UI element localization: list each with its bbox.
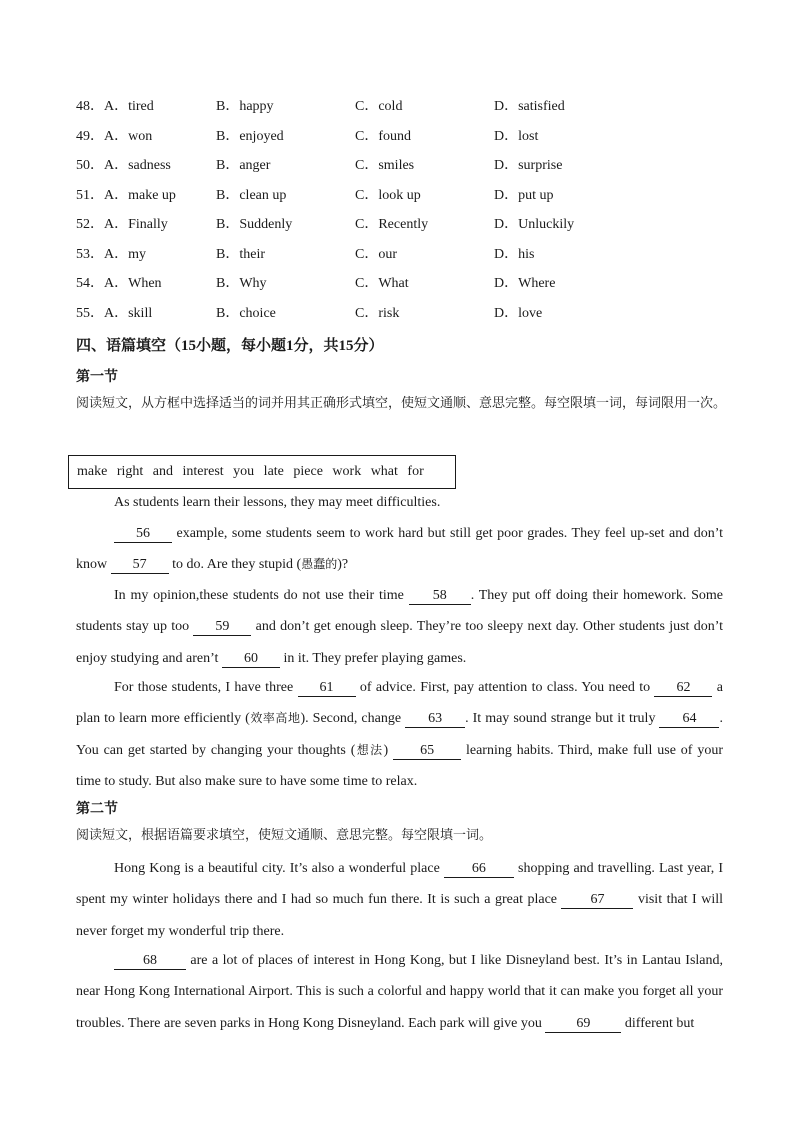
option-a bbox=[76, 155, 171, 177]
option-b: B．enjoyed bbox=[216, 128, 284, 144]
option-c: C．What bbox=[355, 276, 409, 291]
blank-57[interactable]: 57 bbox=[111, 556, 169, 574]
option-c: C．smiles bbox=[355, 158, 415, 173]
section-heading: 四、语篇填空（15小题，每小题1分，共15分） bbox=[76, 338, 384, 354]
paragraph-text: are a lot of places of interest in Hong Kong, but I like Disneyland best. It’s in Lantau Island, near Hong Kong International Airport. This is such a colorful and happy world that it can make you forget all your troubles. There are seven parks in Hong Kong Disneyland. Each park will give you bbox=[76, 953, 723, 1031]
question-row bbox=[76, 96, 726, 126]
part2-heading: 第二节 bbox=[76, 802, 118, 817]
option-d: D．put up bbox=[494, 187, 554, 203]
chinese-gloss: 效率高地 bbox=[249, 711, 301, 726]
option-a-text: A．Finally bbox=[104, 217, 168, 232]
question-row bbox=[76, 303, 726, 333]
option-a-text: A．make up bbox=[104, 187, 176, 203]
option-d: D．surprise bbox=[494, 158, 563, 173]
question-row bbox=[76, 214, 726, 244]
paragraph-text: . They put off doing their homework. Some students stay up too bbox=[76, 588, 723, 635]
option-b: B．choice bbox=[216, 305, 276, 321]
paragraph-text: ) bbox=[383, 742, 394, 758]
paragraph-text: a plan to learn more efficiently ( bbox=[76, 680, 724, 727]
option-b: B．their bbox=[216, 246, 265, 262]
option-d: D．love bbox=[494, 305, 543, 321]
paragraph-text: of advice. First, pay attention to class. You need to bbox=[355, 680, 655, 695]
option-a bbox=[76, 185, 176, 207]
option-c: C．found bbox=[355, 128, 411, 144]
option-a-text: A．skill bbox=[104, 305, 153, 321]
option-b: B．anger bbox=[216, 158, 271, 173]
blank-65[interactable]: 65 bbox=[393, 742, 461, 760]
question-row bbox=[76, 244, 726, 274]
chinese-gloss: 想法 bbox=[355, 742, 384, 757]
word-box: make right and interest you late piece work what for bbox=[68, 455, 456, 489]
question-number: 51． bbox=[76, 187, 104, 203]
paragraph-text: different but bbox=[621, 1015, 695, 1031]
passage1-paragraph-4 bbox=[76, 672, 723, 797]
paragraph-text: to do. Are they stupid ( bbox=[168, 557, 302, 573]
question-number: 53． bbox=[76, 246, 104, 262]
paragraph-text: )? bbox=[337, 557, 349, 573]
blank-58[interactable]: 58 bbox=[409, 587, 471, 605]
blank-64[interactable]: 64 bbox=[659, 710, 719, 728]
blank-66[interactable]: 66 bbox=[444, 860, 514, 878]
question-row bbox=[76, 273, 726, 303]
option-c: C．Recently bbox=[355, 217, 429, 232]
part2-instruction: 阅读短文，根据语篇要求填空，使短文通顺、意思完整。每空限填一词。 bbox=[76, 828, 493, 843]
option-a-text: A．When bbox=[104, 276, 162, 291]
paragraph-text: . You can get started by changing your thoughts ( bbox=[76, 711, 723, 758]
part1-heading: 第一节 bbox=[76, 370, 118, 385]
paragraph-text: Hong Kong is a beautiful city. It’s also a wonderful place bbox=[114, 861, 444, 876]
option-b: B．Suddenly bbox=[216, 217, 293, 232]
option-d: D．satisfied bbox=[494, 99, 565, 114]
blank-62[interactable]: 62 bbox=[654, 679, 712, 697]
option-d: D．Unluckily bbox=[494, 217, 575, 232]
question-number: 55． bbox=[76, 305, 104, 321]
question-row bbox=[76, 185, 726, 215]
option-a bbox=[76, 214, 168, 236]
question-number: 49． bbox=[76, 128, 104, 144]
blank-68[interactable]: 68 bbox=[114, 952, 186, 970]
blank-60[interactable]: 60 bbox=[222, 650, 280, 668]
passage1-paragraph-2 bbox=[76, 518, 723, 581]
passage1-paragraph-3 bbox=[76, 580, 723, 674]
question-row bbox=[76, 126, 726, 156]
option-c: C．cold bbox=[355, 99, 403, 114]
paragraph-text: example, some students seem to work hard but still get poor grades. They feel up-set and don’t know bbox=[76, 526, 723, 573]
question-number: 50． bbox=[76, 158, 104, 173]
option-c: C．our bbox=[355, 246, 397, 262]
option-a-text: A．sadness bbox=[104, 158, 171, 173]
multiple-choice-options bbox=[76, 96, 726, 332]
paragraph-text: ). Second, change bbox=[300, 711, 406, 727]
option-b: B．happy bbox=[216, 99, 274, 114]
option-b: B．clean up bbox=[216, 187, 287, 203]
paragraph-text: in it. They prefer playing games. bbox=[279, 650, 467, 666]
paragraph-text: learning habits. Third, make full use of your time to study. But also make sure to have some time to relax. bbox=[76, 742, 723, 789]
blank-61[interactable]: 61 bbox=[298, 679, 356, 697]
passage2-paragraph-2 bbox=[76, 945, 723, 1039]
option-a bbox=[76, 273, 162, 295]
blank-67[interactable]: 67 bbox=[561, 891, 633, 909]
blank-56[interactable]: 56 bbox=[114, 525, 172, 543]
paragraph-text: shopping and travelling. Last year, I spent my winter holidays there and I had so much fun there. It is such a great place bbox=[76, 861, 724, 908]
option-b: B．Why bbox=[216, 276, 267, 291]
paragraph-text: For those students, I have three bbox=[114, 680, 298, 695]
option-c: C．risk bbox=[355, 305, 400, 321]
option-d: D．his bbox=[494, 246, 535, 262]
chinese-gloss: 愚蠢的 bbox=[301, 557, 338, 572]
question-row bbox=[76, 155, 726, 185]
option-a bbox=[76, 244, 146, 266]
blank-59[interactable]: 59 bbox=[193, 618, 251, 636]
paragraph-text: and don’t get enough sleep. They’re too sleepy next day. Other students just don’t enjoy studying and aren’t bbox=[76, 619, 723, 666]
option-a bbox=[76, 126, 152, 148]
option-a-text: A．tired bbox=[104, 99, 154, 114]
option-a-text: A．my bbox=[104, 246, 146, 262]
question-number: 54． bbox=[76, 276, 104, 291]
paragraph-text: . It may sound strange but it truly bbox=[465, 711, 660, 727]
option-c: C．look up bbox=[355, 187, 421, 203]
passage2-paragraph-1 bbox=[76, 853, 723, 947]
question-number: 48． bbox=[76, 99, 104, 114]
blank-69[interactable]: 69 bbox=[545, 1015, 621, 1033]
option-a bbox=[76, 303, 152, 325]
option-d: D．lost bbox=[494, 128, 539, 144]
option-a-text: A．won bbox=[104, 128, 153, 144]
passage1-paragraph-1: As students learn their lessons, they may meet difficulties. bbox=[114, 495, 441, 510]
paragraph-text: In my opinion,these students do not use their time bbox=[114, 588, 409, 603]
blank-63[interactable]: 63 bbox=[405, 710, 465, 728]
paragraph-text: visit that I will never forget my wonderful trip there. bbox=[76, 892, 723, 939]
part1-instruction: 阅读短文，从方框中选择适当的词并用其正确形式填空，使短文通顺、意思完整。每空限填一词，每词限用一次。 bbox=[76, 396, 727, 411]
question-number: 52． bbox=[76, 217, 104, 232]
option-a bbox=[76, 96, 154, 118]
option-d: D．Where bbox=[494, 276, 556, 291]
